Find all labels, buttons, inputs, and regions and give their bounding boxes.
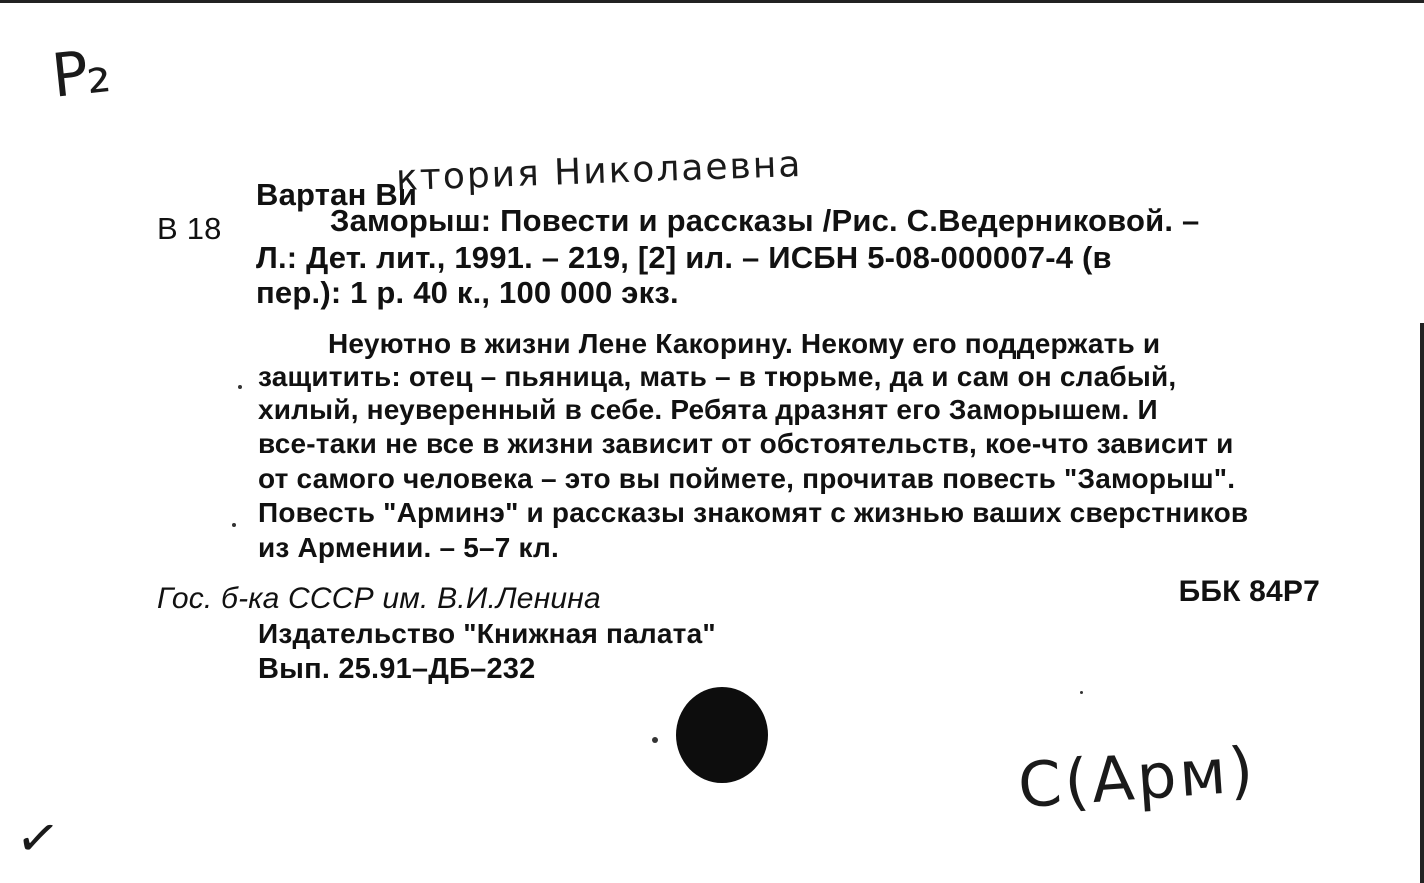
handwritten-corner-mark: P₂ [48, 36, 112, 112]
library-name: Гос. б-ка СССР им. В.И.Ленина [157, 582, 601, 615]
issue-number: Вып. 25.91–ДБ–232 [258, 653, 536, 685]
annotation-line: Повесть "Арминэ" и рассказы знакомят с жизнью ваших сверстников [258, 497, 1249, 528]
annotation-line: из Армении. – 5–7 кл. [258, 532, 560, 563]
annotation-line: Неуютно в жизни Лене Какорину. Некому его поддержать и [328, 328, 1161, 359]
bib-line-3: пер.): 1 р. 40 к., 100 000 экз. [256, 275, 679, 310]
card-edge [1420, 323, 1424, 883]
annotation-line: от самого человека – это вы поймете, прочитав повесть "Заморыш". [258, 463, 1236, 494]
publisher-name: Издательство "Книжная палата" [258, 618, 716, 649]
handwritten-shelf-mark: С(Арм) [1015, 732, 1259, 823]
bib-line-2: Л.: Дет. лит., 1991. – 219, [2] ил. – ИСБН 5-08-000007-4 (в [256, 240, 1112, 275]
ink-blot [676, 687, 768, 783]
call-code: В 18 [157, 211, 222, 246]
ink-speck [232, 523, 236, 527]
annotation-line: защитить: отец – пьяница, мать – в тюрьме, да и сам он слабый, [258, 361, 1177, 392]
bbk-classification: ББК 84Р7 [1178, 575, 1320, 608]
author-name: Вартан Ви [256, 177, 418, 212]
ink-speck [1080, 691, 1083, 694]
checkmark-icon: ✓ [12, 806, 64, 872]
ink-speck [652, 737, 658, 743]
ink-speck [238, 385, 242, 389]
bib-line-1: Заморыш: Повести и рассказы /Рис. С.Ведерниковой. – [330, 203, 1200, 238]
handwritten-author-completion: ктория Николаевна [395, 143, 803, 200]
annotation-line: хилый, неуверенный в себе. Ребята дразнят его Заморышем. И [258, 394, 1158, 425]
annotation-line: все-таки не все в жизни зависит от обстоятельств, кое-что зависит и [258, 428, 1234, 459]
